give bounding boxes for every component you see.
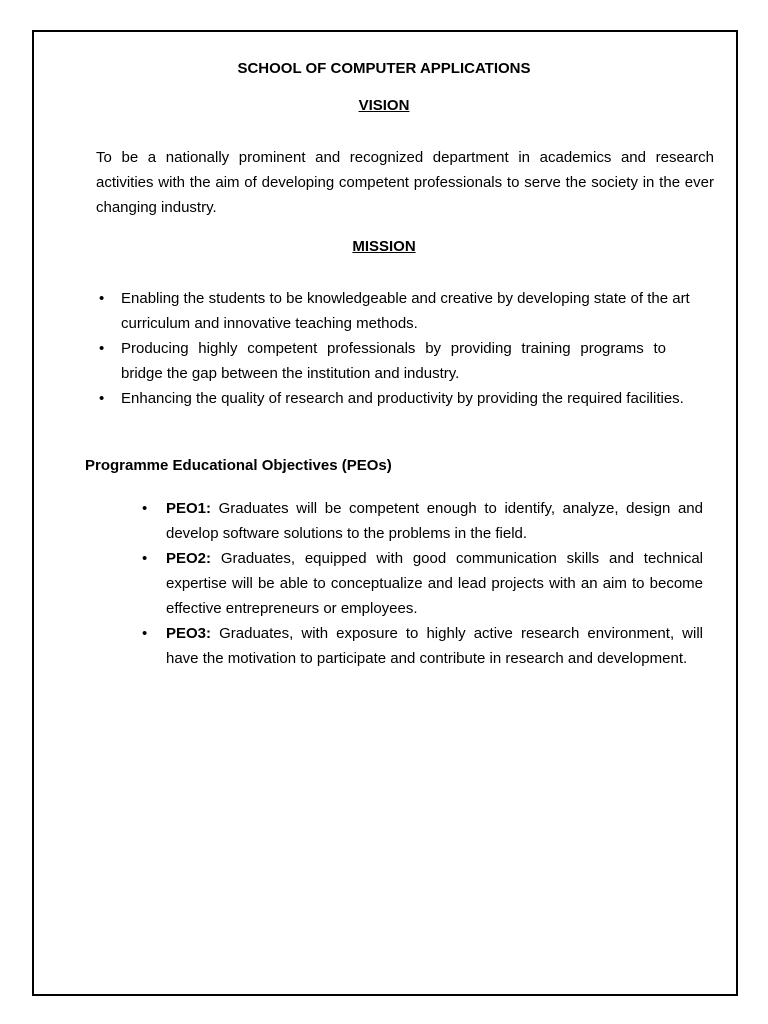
bullet-icon: • [142,500,148,517]
list-item [140,621,703,671]
vision-statement: To be a nationally prominent and recognized department in academics and research activities with the aim of developing competent professionals to serve the society in the ever changing industry. [96,149,714,216]
bullet-icon: • [142,625,148,642]
peo-label: PEO1: [166,500,212,517]
bullet-icon: • [99,340,105,357]
list-item [96,386,714,411]
school-title: SCHOOL OF COMPUTER APPLICATIONS [237,60,531,77]
peo-text: Graduates will be competent enough to identify, analyze, design and develop software solutions to the problems in the field. [166,500,703,542]
mission-heading: MISSION [352,238,416,255]
list-item [140,496,703,546]
mission-list [96,286,714,411]
vision-heading: VISION [358,97,410,114]
list-item [96,286,697,336]
bullet-icon: • [99,290,105,307]
peo-label: PEO2: [166,550,212,567]
peo-text: Graduates, with exposure to highly active research environment, will have the motivation to participate and contribute in research and development. [166,625,704,667]
peo-section-title: Programme Educational Objectives (PEOs) [85,457,392,474]
mission-item-text: Enhancing the quality of research and productivity by providing the required facilities. [121,390,684,407]
peo-list [140,496,703,671]
bullet-icon: • [142,550,148,567]
peo-text: Graduates, equipped with good communication skills and technical expertise will be able to conceptualize and lead projects with an aim to become effective entrepreneurs or employees. [166,550,704,617]
bullet-icon: • [99,390,105,407]
list-item [140,546,703,621]
list-item [96,336,666,386]
peo-label: PEO3: [166,625,212,642]
mission-item-text: Enabling the students to be knowledgeable and creative by developing state of the art curriculum and innovative teaching methods. [121,290,690,332]
mission-item-text: Producing highly competent professionals by providing training programs to bridge the gap between the institution and industry. [121,340,666,382]
